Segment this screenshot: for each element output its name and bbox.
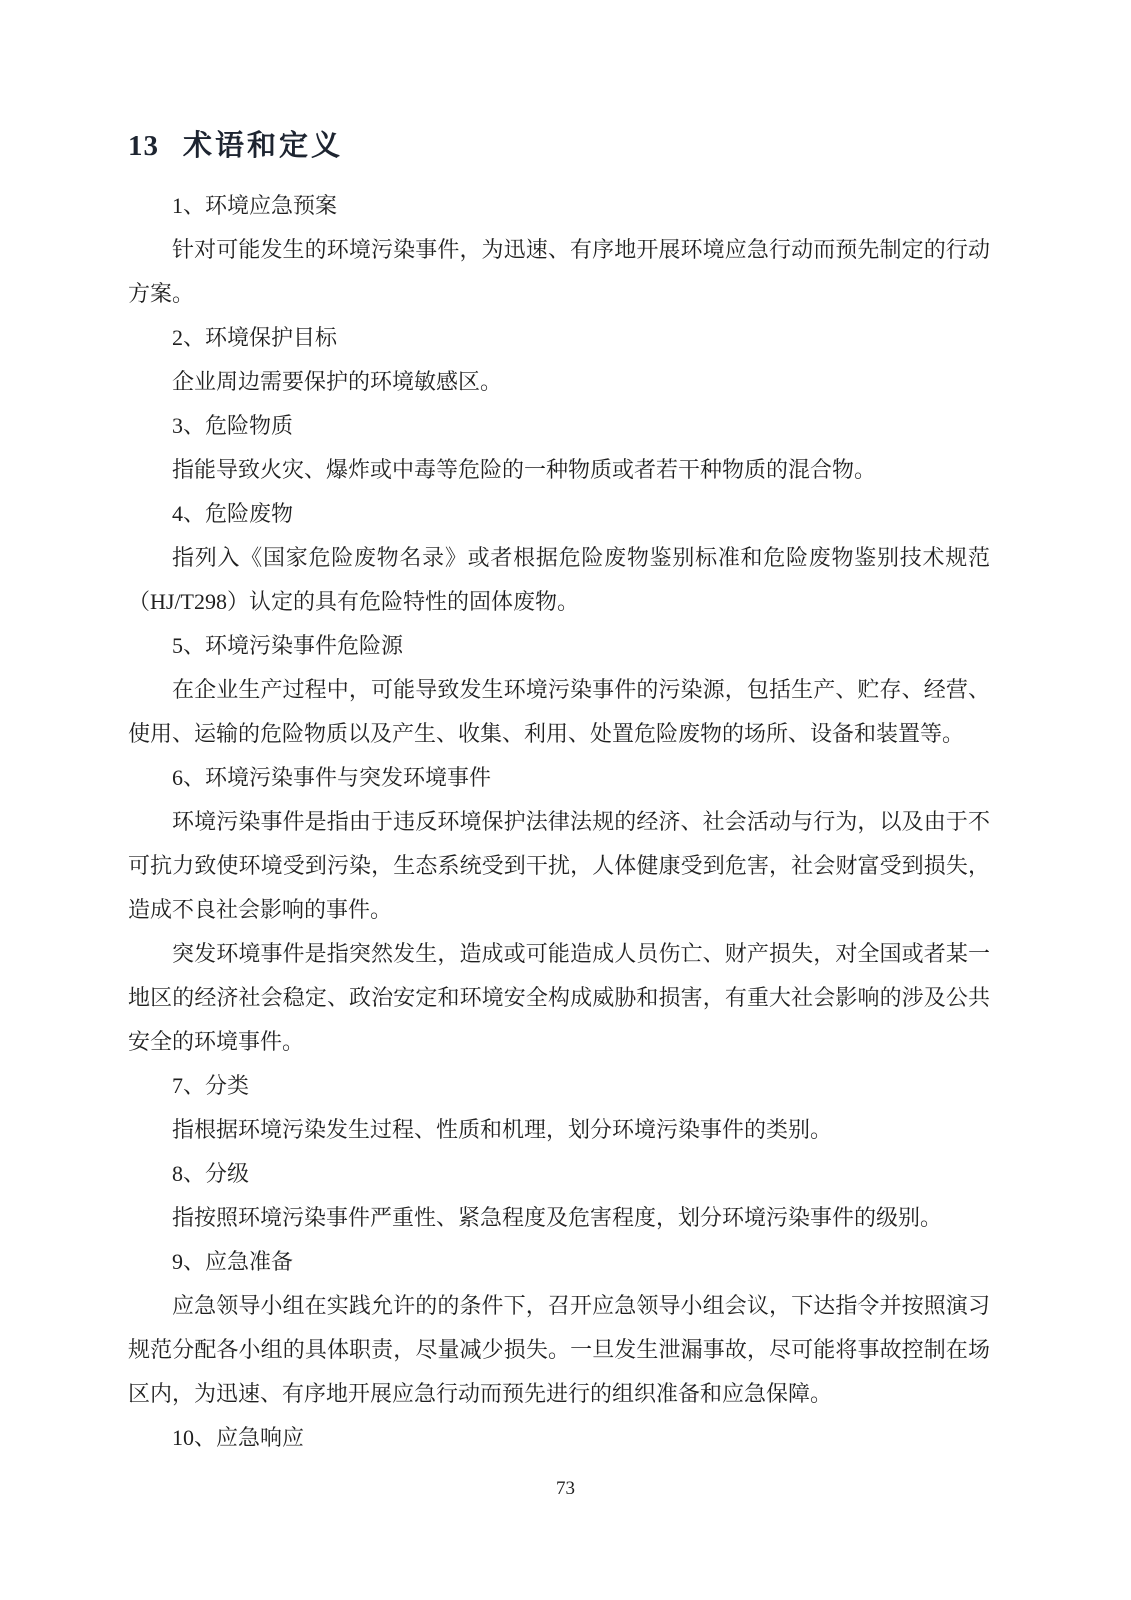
definition-paragraph: 应急领导小组在实践允许的的条件下，召开应急领导小组会议，下达指令并按照演习规范分配各小组的具体职责，尽量减少损失。一旦发生泄漏事故，尽可能将事故控制在场区内，为迅速、有序地开展应急行动而预先进行的组织准备和应急保障。 (128, 1293, 990, 1406)
term-heading: 8、分级 (172, 1161, 250, 1186)
term-heading: 6、环境污染事件与突发环境事件 (172, 765, 492, 790)
section-title: 术语和定义 (183, 130, 344, 162)
section-heading (128, 128, 343, 164)
section-number: 13 (128, 130, 159, 162)
definition-paragraph: 指根据环境污染发生过程、性质和机理，划分环境污染事件的类别。 (172, 1117, 833, 1142)
page-number: 73 (556, 1478, 575, 1499)
definition-paragraph: 突发环境事件是指突然发生，造成或可能造成人员伤亡、财产损失，对全国或者某一地区的经济社会稳定、政治安定和环境安全构成威胁和损害，有重大社会影响的涉及公共安全的环境事件。 (128, 941, 990, 1054)
definition-paragraph: 针对可能发生的环境污染事件，为迅速、有序地开展环境应急行动而预先制定的行动方案。 (128, 237, 990, 306)
term-heading: 10、应急响应 (172, 1425, 305, 1450)
definition-paragraph: 指列入《国家危险废物名录》或者根据危险废物鉴别标准和危险废物鉴别技术规范（HJ/T298）认定的具有危险特性的固体废物。 (128, 545, 990, 614)
term-heading: 3、危险物质 (172, 413, 294, 438)
definition-paragraph: 企业周边需要保护的环境敏感区。 (172, 369, 503, 394)
term-heading: 2、环境保护目标 (172, 325, 338, 350)
definition-paragraph: 指能导致火灾、爆炸或中毒等危险的一种物质或者若干种物质的混合物。 (172, 457, 877, 482)
page-footer (0, 1478, 1131, 1500)
term-heading: 9、应急准备 (172, 1249, 294, 1274)
term-heading: 4、危险废物 (172, 501, 294, 526)
term-heading: 5、环境污染事件危险源 (172, 633, 404, 658)
definition-paragraph: 指按照环境污染事件严重性、紧急程度及危害程度，划分环境污染事件的级别。 (172, 1205, 943, 1230)
term-heading: 7、分类 (172, 1073, 250, 1098)
definition-paragraph: 环境污染事件是指由于违反环境保护法律法规的经济、社会活动与行为，以及由于不可抗力致使环境受到污染，生态系统受到干扰，人体健康受到危害，社会财富受到损失，造成不良社会影响的事件。 (128, 809, 990, 922)
term-heading: 1、环境应急预案 (172, 193, 338, 218)
definition-paragraph: 在企业生产过程中，可能导致发生环境污染事件的污染源，包括生产、贮存、经营、使用、运输的危险物质以及产生、收集、利用、处置危险废物的场所、设备和装置等。 (128, 677, 990, 746)
document-body (128, 184, 990, 1460)
